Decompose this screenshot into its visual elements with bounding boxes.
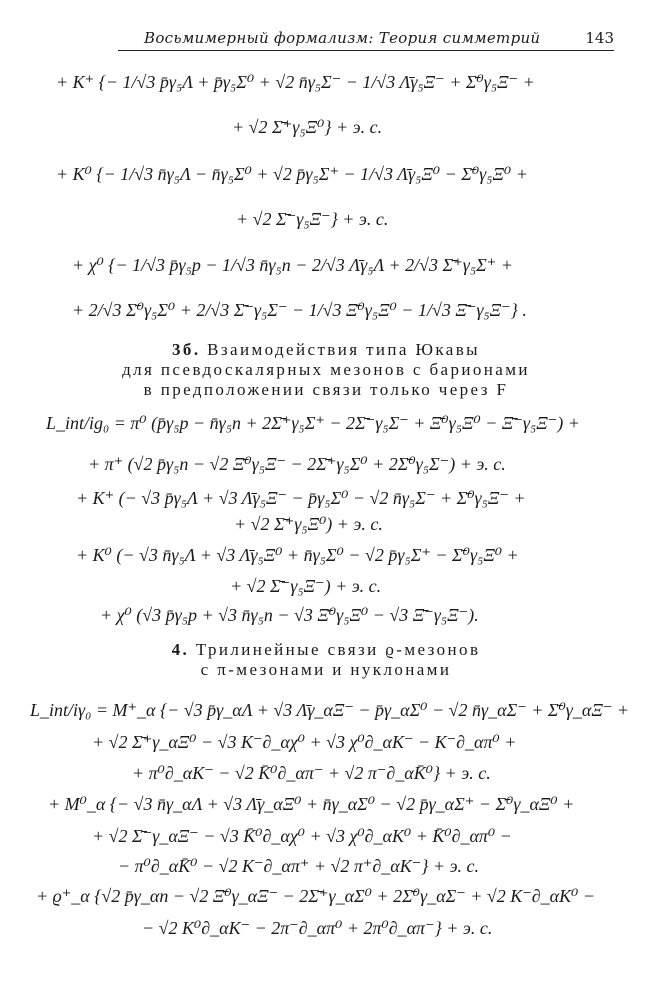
section-number: 4. — [171, 640, 190, 659]
equation-line: + χ⁰ {− 1/√3 p̄γ₅p − 1/√3 n̄γ₅n − 2/√3 Λ̄γ₅Λ + 2/√3 Σ̄⁺γ₅Σ⁺ + — [72, 255, 513, 275]
equation-line: + M⁰_α {− √3 n̄γ_αΛ + √3 Λ̄γ_αΞ⁰ + n̄γ_αΣ⁰ − √2 p̄γ_αΣ⁺ − Σ̄⁰γ_αΞ⁰ + — [48, 794, 575, 814]
equation-line: + √2 Σ̄⁻γ₅Ξ⁻) + э. с. — [230, 576, 382, 596]
equation-line: + χ⁰ (√3 p̄γ₅p + √3 n̄γ₅n − √3 Ξ̄⁰γ₅Ξ⁰ − √3 Ξ̄⁻γ₅Ξ⁻). — [100, 605, 479, 625]
section-heading — [0, 640, 652, 660]
equation-line: + √2 Σ̄⁻γ₅Ξ⁻} + э. с. — [236, 209, 389, 229]
page-header — [118, 28, 614, 51]
equation-line: + K⁺ {− 1/√3 p̄γ₅Λ + p̄γ₅Σ⁰ + √2 n̄γ₅Σ⁻ − 1/√3 Λ̄γ₅Ξ⁻ + Σ̄⁰γ₅Ξ⁻ + — [56, 72, 535, 92]
section-title-line: Взаимодействия типа Юкавы — [207, 340, 480, 359]
equation-line: + √2 Σ̄⁺γ₅Ξ⁰} + э. с. — [232, 117, 383, 137]
equation-line: + K⁺ (− √3 p̄γ₅Λ + √3 Λ̄γ₅Ξ⁻ − p̄γ₅Σ⁰ − √2 n̄γ₅Σ⁻ + Σ̄⁰γ₅Ξ⁻ + — [76, 488, 526, 508]
equation-line: L_int/iγ₀ = M⁺_α {− √3 p̄γ_αΛ + √3 Λ̄γ_αΞ⁻ − p̄γ_αΣ⁰ − √2 n̄γ_αΣ⁻ + Σ̄⁰γ_αΞ⁻ + — [30, 700, 630, 720]
section-heading — [0, 340, 652, 360]
section-title-line: для псевдоскалярных мезонов с барионами — [122, 360, 530, 379]
section-title-line: с π-мезонами и нуклонами — [200, 660, 452, 679]
equation-line: + √2 Σ̄⁻γ_αΞ⁻ − √3 K̄⁰∂_αχ⁰ + √3 χ⁰∂_αK⁰ + K̄⁰∂_απ⁰ − — [92, 826, 512, 846]
equation-line: + K⁰ (− √3 n̄γ₅Λ + √3 Λ̄γ₅Ξ⁰ + n̄γ₅Σ⁰ − √2 p̄γ₅Σ⁺ − Σ̄⁰γ₅Ξ⁰ + — [76, 545, 519, 565]
equation-line: + 2/√3 Σ̄⁰γ₅Σ⁰ + 2/√3 Σ̄⁻γ₅Σ⁻ − 1/√3 Ξ̄⁰γ₅Ξ⁰ − 1/√3 Ξ̄⁻γ₅Ξ⁻} . — [72, 300, 527, 320]
equation-line: + √2 Σ̄⁺γ₅Ξ⁰) + э. с. — [234, 514, 383, 534]
equation-line: − √2 K⁰∂_αK⁻ − 2π⁻∂_απ⁰ + 2π⁰∂_απ⁻} + э. с. — [142, 918, 493, 938]
equation-line: − π⁰∂_αK̄⁰ − √2 K⁻∂_απ⁺ + √2 π⁺∂_αK⁻} + э. с. — [118, 856, 480, 876]
equation-line: + π⁺ (√2 p̄γ₅n − √2 Ξ̄⁰γ₅Ξ⁻ − 2Σ̄⁺γ₅Σ⁰ + 2Σ̄⁰γ₅Σ⁻) + э. с. — [88, 454, 506, 474]
page-number: 143 — [585, 29, 614, 47]
section-number: 3б. — [172, 340, 201, 359]
section-title-line: в предположении связи только через F — [143, 380, 509, 399]
equation-line: + K⁰ {− 1/√3 n̄γ₅Λ − n̄γ₅Σ⁰ + √2 p̄γ₅Σ⁺ − 1/√3 Λ̄γ₅Ξ⁰ − Σ̄⁰γ₅Ξ⁰ + — [56, 164, 528, 184]
equation-line: L_int/ig₀ = π⁰ (p̄γ₅p − n̄γ₅n + 2Σ̄⁺γ₅Σ⁺ − 2Σ̄⁻γ₅Σ⁻ + Ξ̄⁰γ₅Ξ⁰ − Ξ̄⁻γ₅Ξ⁻) + — [46, 413, 580, 433]
equation-line: + ϱ⁺_α {√2 p̄γ_αn − √2 Ξ̄⁰γ_αΞ⁻ − 2Σ̄⁺γ_αΣ⁰ + 2Σ̄⁰γ_αΣ⁻ + √2 K⁻∂_αK⁰ − — [36, 886, 595, 906]
running-head: Восьмимерный формализм: Теория симметрий — [144, 29, 541, 47]
equation-line: + √2 Σ̄⁺γ_αΞ⁰ − √3 K⁻∂_αχ⁰ + √3 χ⁰∂_αK⁻ − K⁻∂_απ⁰ + — [92, 732, 517, 752]
equation-line: + π⁰∂_αK⁻ − √2 K̄⁰∂_απ⁻ + √2 π⁻∂_αK̄⁰} + э. с. — [132, 763, 491, 783]
section-title-line: Трилинейные связи ϱ-мезонов — [195, 640, 481, 659]
